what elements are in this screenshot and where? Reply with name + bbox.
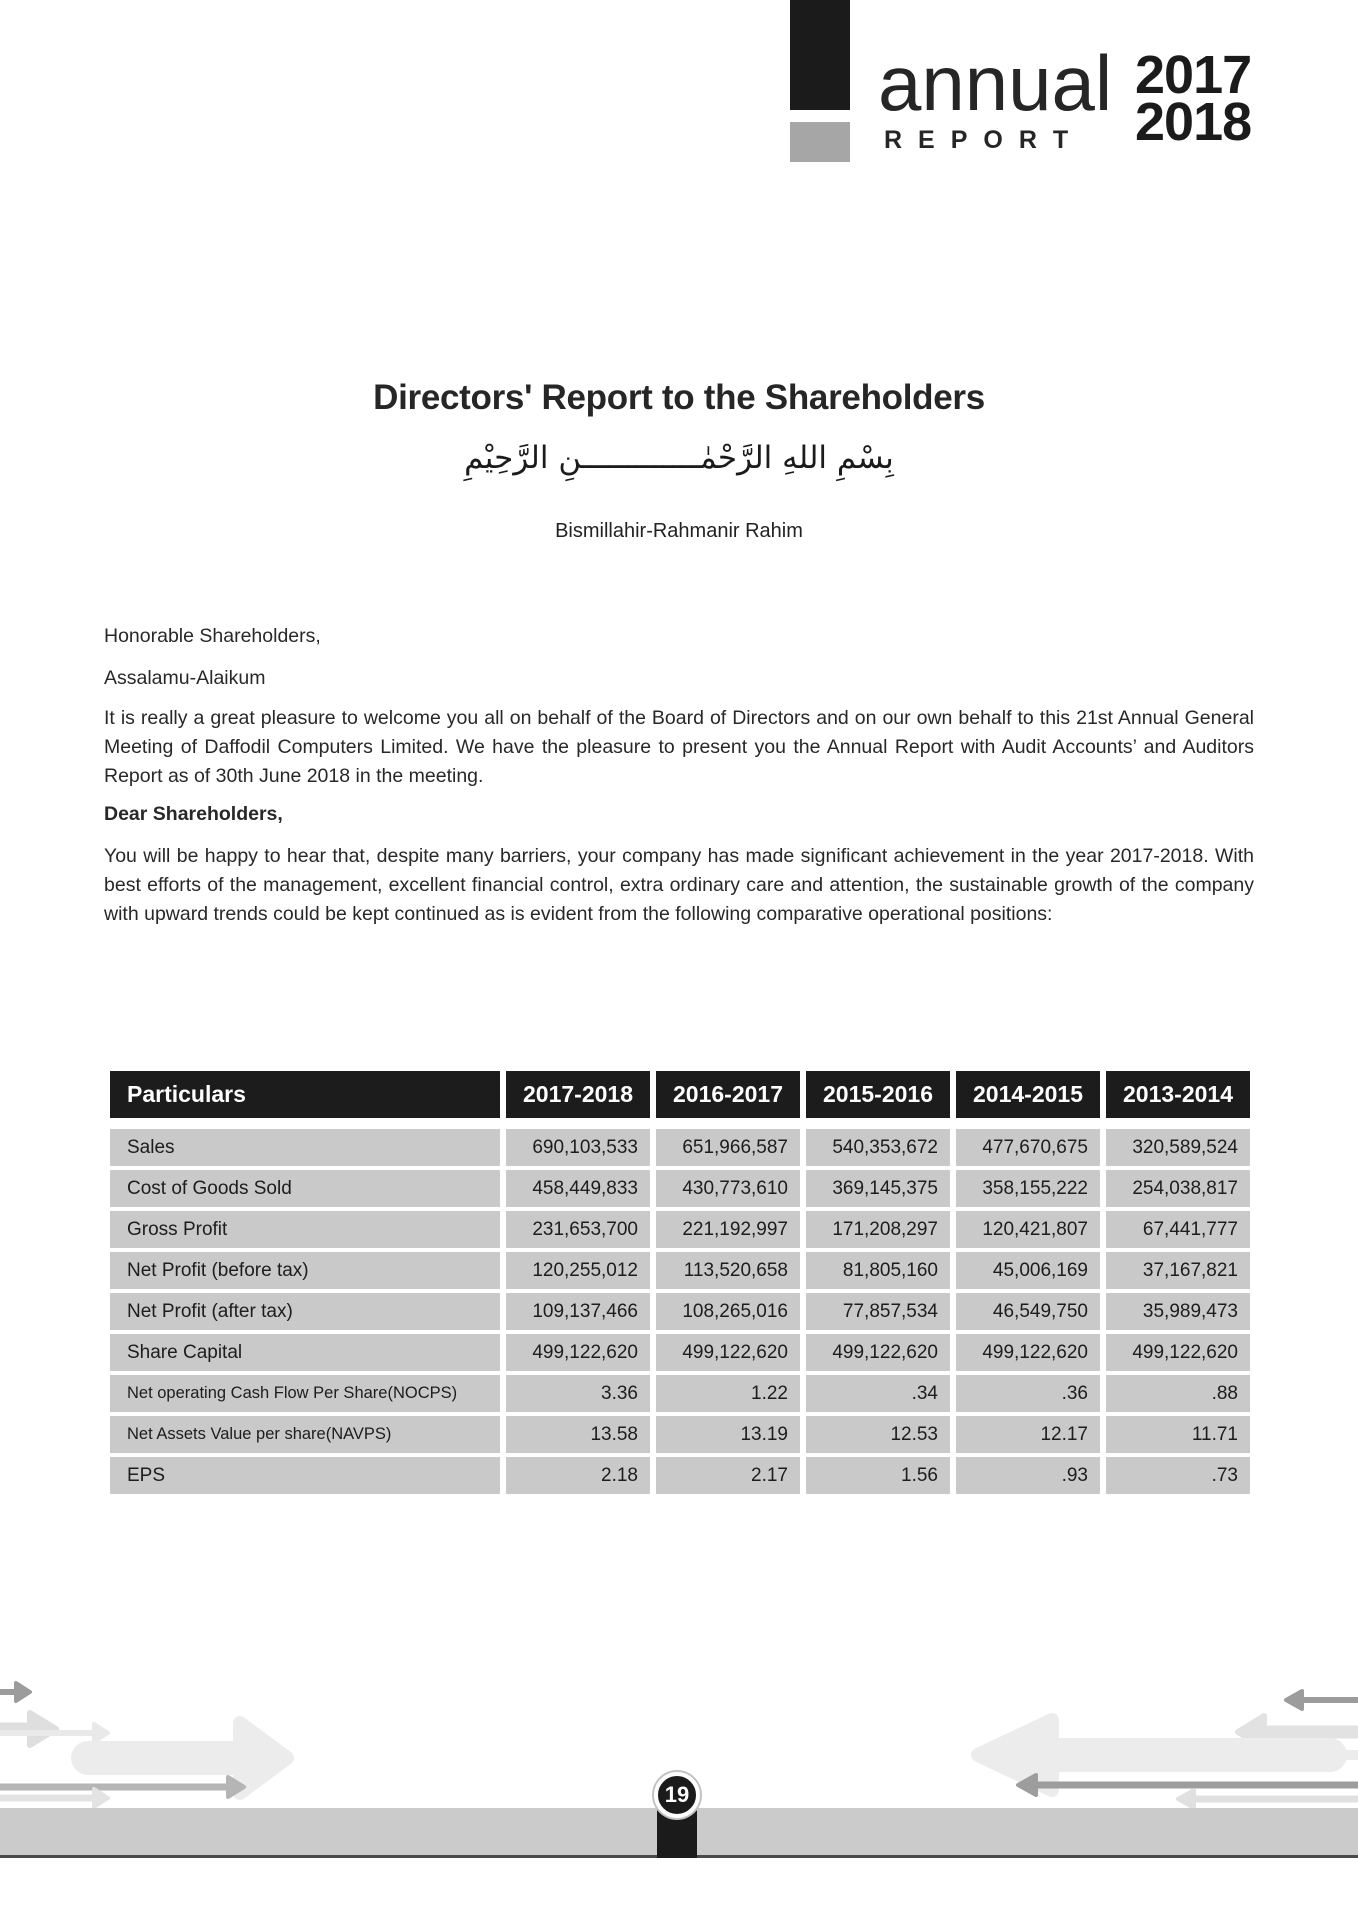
row-label: Net Assets Value per share(NAVPS): [110, 1416, 500, 1453]
paragraph-achievement: You will be happy to hear that, despite many barriers, your company has made significant achievement in the year 2017-2018. With best efforts of the management, excellent financial control, extra ordinary care and attention, the sustainable growth of the company with upward trends could be kept continued as is evident from the following comparative operational positions:: [104, 845, 1254, 925]
cell-value: 37,167,821: [1106, 1252, 1250, 1289]
row-label: Net operating Cash Flow Per Share(NOCPS): [110, 1375, 500, 1412]
cell-value: 45,006,169: [956, 1252, 1100, 1289]
table-row: [110, 1416, 1250, 1453]
table-row: [110, 1293, 1250, 1330]
cell-value: 108,265,016: [656, 1293, 800, 1330]
cell-value: 499,122,620: [656, 1334, 800, 1371]
row-label: Cost of Goods Sold: [110, 1170, 500, 1207]
table-header-row: [110, 1071, 1250, 1118]
table-body: [110, 1129, 1250, 1494]
table-header-year: 2017-2018: [506, 1071, 650, 1118]
table-header-year: 2016-2017: [656, 1071, 800, 1118]
cell-value: 109,137,466: [506, 1293, 650, 1330]
cell-value: 231,653,700: [506, 1211, 650, 1248]
cell-value: 77,857,534: [806, 1293, 950, 1330]
cell-value: 651,966,587: [656, 1129, 800, 1166]
logo-year-top: 2017: [1135, 45, 1252, 105]
bismillah-caption: Bismillahir-Rahmanir Rahim: [555, 520, 803, 542]
cell-value: .73: [1106, 1457, 1250, 1494]
table-row: [110, 1334, 1250, 1371]
cell-value: 540,353,672: [806, 1129, 950, 1166]
cell-value: .93: [956, 1457, 1100, 1494]
cell-value: 499,122,620: [956, 1334, 1100, 1371]
cell-value: 430,773,610: [656, 1170, 800, 1207]
operational-positions-table: [110, 1071, 1250, 1498]
logo-report-text: REPORT: [884, 126, 1085, 154]
cell-value: 12.53: [806, 1416, 950, 1453]
page-title: Directors' Report to the Shareholders: [373, 378, 985, 417]
table-row: [110, 1129, 1250, 1166]
table-header-year: 2014-2015: [956, 1071, 1100, 1118]
cell-value: 67,441,777: [1106, 1211, 1250, 1248]
cell-value: 120,255,012: [506, 1252, 650, 1289]
row-label: Gross Profit: [110, 1211, 500, 1248]
page-number-badge: [654, 1772, 700, 1818]
cell-value: 171,208,297: [806, 1211, 950, 1248]
page-number: 19: [664, 1782, 690, 1807]
paragraph-welcome: It is really a great pleasure to welcome you all on behalf of the Board of Directors and on our own behalf to this 21st Annual General Meeting of Daffodil Computers Limited. We have the pleasure to present you the Annual Report with Audit Accounts’ and Auditors Report as of 30th June 2018 in the meeting.: [104, 707, 1254, 787]
cell-value: 81,805,160: [806, 1252, 950, 1289]
logo-gray-square: [790, 122, 850, 162]
logo-years: [1135, 45, 1252, 152]
table-row: [110, 1211, 1250, 1248]
row-label: Net Profit (before tax): [110, 1252, 500, 1289]
cell-value: 2.18: [506, 1457, 650, 1494]
row-label: Net Profit (after tax): [110, 1293, 500, 1330]
table-row: [110, 1375, 1250, 1412]
cell-value: 320,589,524: [1106, 1129, 1250, 1166]
cell-value: 120,421,807: [956, 1211, 1100, 1248]
row-label: Share Capital: [110, 1334, 500, 1371]
salutation-honorable: Honorable Shareholders,: [104, 625, 321, 647]
cell-value: 458,449,833: [506, 1170, 650, 1207]
table-header-year: 2013-2014: [1106, 1071, 1250, 1118]
cell-value: 499,122,620: [1106, 1334, 1250, 1371]
logo-annual-text: annual: [878, 39, 1113, 127]
cell-value: 254,038,817: [1106, 1170, 1250, 1207]
logo-year-bottom: 2018: [1135, 91, 1252, 152]
row-label: Sales: [110, 1129, 500, 1166]
cell-value: 12.17: [956, 1416, 1100, 1453]
cell-value: .34: [806, 1375, 950, 1412]
logo-black-bar: [790, 0, 850, 110]
table-header-year: 2015-2016: [806, 1071, 950, 1118]
cell-value: 690,103,533: [506, 1129, 650, 1166]
cell-value: 477,670,675: [956, 1129, 1100, 1166]
cell-value: 499,122,620: [506, 1334, 650, 1371]
cell-value: 46,549,750: [956, 1293, 1100, 1330]
salutation-assalamu: Assalamu-Alaikum: [104, 667, 266, 689]
table-row: [110, 1170, 1250, 1207]
cell-value: 3.36: [506, 1375, 650, 1412]
row-label: EPS: [110, 1457, 500, 1494]
cell-value: 499,122,620: [806, 1334, 950, 1371]
table-row: [110, 1252, 1250, 1289]
cell-value: 13.19: [656, 1416, 800, 1453]
cell-value: 2.17: [656, 1457, 800, 1494]
heading-dear-shareholders: Dear Shareholders,: [104, 803, 283, 825]
cell-value: 11.71: [1106, 1416, 1250, 1453]
cell-value: 13.58: [506, 1416, 650, 1453]
bismillah-calligraphy: بِسْمِ اللهِ الرَّحْمٰـــــــــــــنِ الرَّحِيْمِ: [464, 440, 894, 476]
cell-value: 221,192,997: [656, 1211, 800, 1248]
cell-value: 358,155,222: [956, 1170, 1100, 1207]
table-row: [110, 1457, 1250, 1494]
cell-value: .88: [1106, 1375, 1250, 1412]
cell-value: .36: [956, 1375, 1100, 1412]
cell-value: 369,145,375: [806, 1170, 950, 1207]
cell-value: 113,520,658: [656, 1252, 800, 1289]
cell-value: 35,989,473: [1106, 1293, 1250, 1330]
cell-value: 1.22: [656, 1375, 800, 1412]
table-header-particulars: Particulars: [110, 1071, 500, 1118]
cell-value: 1.56: [806, 1457, 950, 1494]
